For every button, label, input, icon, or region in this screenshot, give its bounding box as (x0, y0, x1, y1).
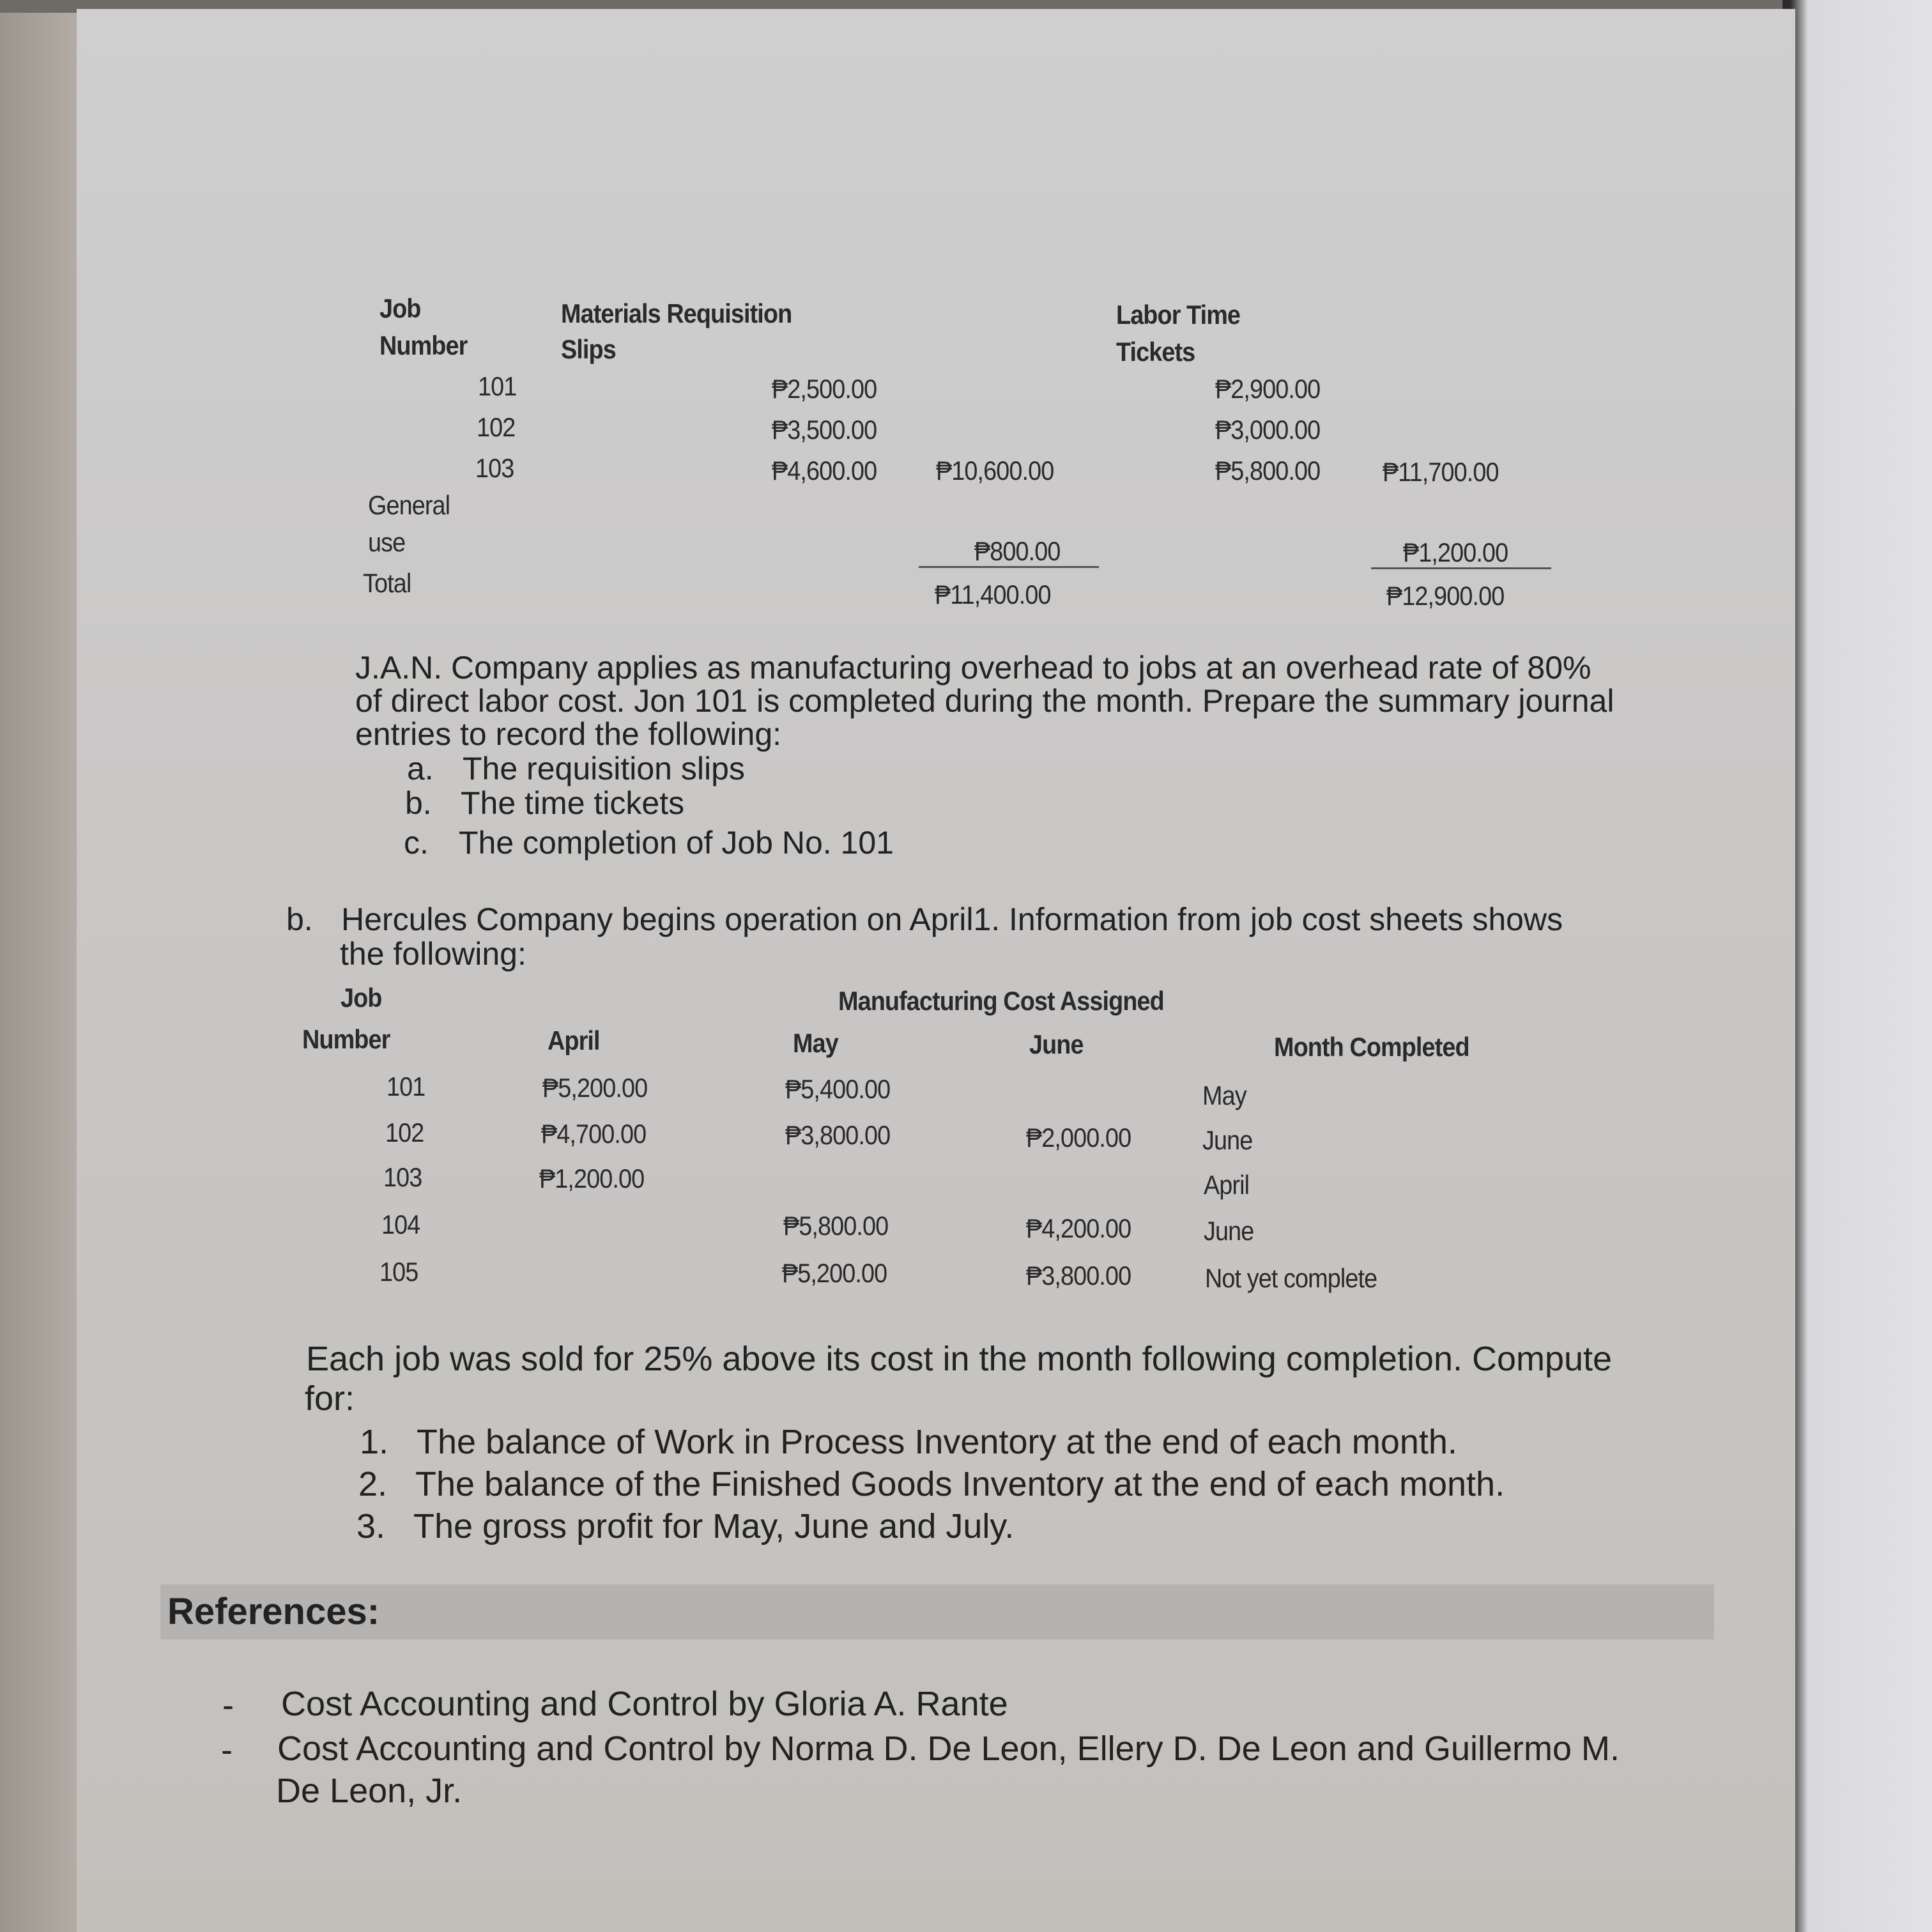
row-labor: ₱2,900.00 (1215, 374, 1321, 404)
header-job: Job (379, 293, 421, 323)
background-left (0, 0, 89, 1932)
month-completed: April (1204, 1170, 1250, 1200)
list-item: The gross profit for May, June and July. (413, 1507, 1015, 1545)
document-page (77, 9, 1795, 1932)
row-job: 103 (475, 453, 514, 483)
list-marker: 2. (358, 1465, 388, 1503)
cost-june: ₱4,200.00 (1026, 1213, 1131, 1243)
paragraph-line: for: (305, 1379, 355, 1418)
list-marker: - (222, 1686, 234, 1724)
row-job: 102 (477, 412, 516, 442)
header-number: Number (379, 330, 468, 360)
list-item: The balance of the Finished Goods Inventory at the end of each month. (415, 1465, 1505, 1503)
total-labor: ₱12,900.00 (1386, 581, 1505, 611)
cost-may: ₱5,800.00 (783, 1211, 889, 1241)
list-item: The requisition slips (463, 751, 745, 786)
month-completed: May (1202, 1080, 1246, 1110)
cost-april: ₱1,200.00 (539, 1163, 645, 1193)
row-materials: ₱2,500.00 (772, 374, 877, 404)
header-month-completed: Month Completed (1274, 1032, 1469, 1062)
paragraph-line: entries to record the following: (355, 716, 782, 752)
list-marker: - (221, 1731, 233, 1769)
paragraph-line: the following: (340, 936, 526, 972)
list-marker: b. (286, 901, 313, 937)
list-item: The time tickets (461, 785, 685, 821)
header-number: Number (302, 1024, 390, 1054)
list-marker: c. (404, 825, 429, 861)
references-band (160, 1584, 1714, 1639)
header-may: May (793, 1028, 838, 1058)
month-completed: June (1202, 1125, 1253, 1155)
background-right (1782, 0, 1932, 1932)
subtotal-rule (1371, 567, 1551, 569)
row-labor: ₱5,800.00 (1215, 456, 1321, 486)
header-labor: Labor Time (1116, 300, 1241, 330)
paragraph-line: Each job was sold for 25% above its cost in the month following completion. Compute (306, 1340, 1613, 1378)
row-materials: ₱3,500.00 (772, 415, 877, 445)
row-job: 101 (478, 371, 517, 401)
cost-june: ₱2,000.00 (1026, 1123, 1131, 1153)
row-labor-subtotal: ₱11,700.00 (1383, 457, 1499, 487)
header-cost-assigned: Manufacturing Cost Assigned (838, 986, 1164, 1016)
general-materials: ₱800.00 (974, 536, 1061, 566)
cost-may: ₱5,400.00 (785, 1074, 891, 1104)
list-marker: 1. (360, 1423, 389, 1461)
paragraph-line: of direct labor cost. Jon 101 is completed during the month. Prepare the summary journal (355, 683, 1614, 719)
header-april: April (548, 1025, 600, 1055)
job-number: 102 (385, 1117, 424, 1147)
paragraph-line: Hercules Company begins operation on April1. Information from job cost sheets shows (341, 901, 1563, 937)
job-number: 104 (381, 1209, 420, 1239)
row-labor: ₱3,000.00 (1215, 415, 1321, 445)
header-materials-2: Slips (561, 334, 616, 364)
general-use-label: General (368, 490, 450, 520)
cost-april: ₱4,700.00 (541, 1119, 647, 1149)
total-materials: ₱11,400.00 (935, 579, 1051, 610)
cost-june: ₱3,800.00 (1026, 1261, 1131, 1291)
general-use-label-2: use (368, 527, 406, 557)
reference-item-continued: De Leon, Jr. (276, 1772, 463, 1810)
header-june: June (1029, 1029, 1084, 1059)
cost-april: ₱5,200.00 (542, 1073, 648, 1103)
job-number: 103 (383, 1162, 422, 1192)
row-materials-subtotal: ₱10,600.00 (936, 456, 1054, 486)
header-labor-2: Tickets (1116, 337, 1195, 367)
reference-item: Cost Accounting and Control by Norma D. De Leon, Ellery D. De Leon and Guillermo M. (277, 1729, 1620, 1768)
subtotal-rule (919, 566, 1099, 568)
general-labor: ₱1,200.00 (1403, 537, 1508, 567)
header-job: Job (341, 983, 382, 1013)
header-materials: Materials Requisition (561, 298, 792, 328)
row-materials: ₱4,600.00 (772, 456, 877, 486)
list-marker: a. (407, 751, 434, 786)
list-marker: 3. (356, 1507, 386, 1545)
paragraph-line: J.A.N. Company applies as manufacturing overhead to jobs at an overhead rate of 80% (355, 650, 1591, 686)
list-item: The completion of Job No. 101 (459, 825, 894, 861)
reference-item: Cost Accounting and Control by Gloria A. Rante (281, 1685, 1008, 1723)
list-item: The balance of Work in Process Inventory at the end of each month. (417, 1423, 1457, 1461)
month-completed: Not yet complete (1205, 1263, 1377, 1293)
total-label: Total (363, 568, 411, 598)
references-heading: References: (167, 1591, 380, 1632)
cost-may: ₱3,800.00 (785, 1120, 891, 1150)
job-number: 105 (379, 1257, 418, 1287)
cost-may: ₱5,200.00 (782, 1258, 887, 1288)
job-number: 101 (387, 1071, 425, 1101)
month-completed: June (1204, 1216, 1254, 1246)
list-marker: b. (405, 785, 432, 821)
